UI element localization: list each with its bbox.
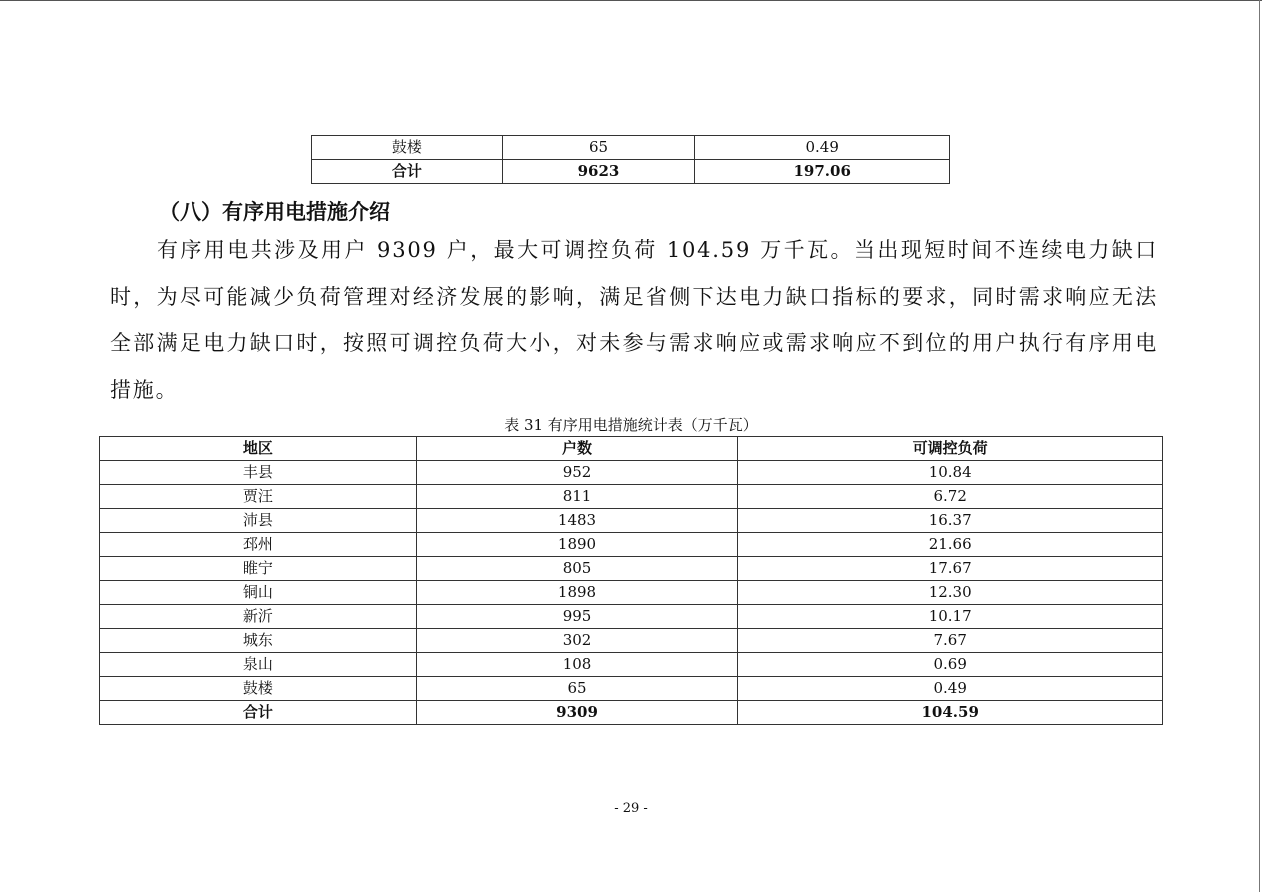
load-cell: 0.49 — [695, 136, 950, 160]
load-cell: 6.72 — [738, 485, 1163, 509]
region-cell: 鼓楼 — [100, 677, 417, 701]
table-row — [100, 605, 1163, 629]
region-cell: 邳州 — [100, 533, 417, 557]
load-cell: 7.67 — [738, 629, 1163, 653]
table-caption: 表 31 有序用电措施统计表（万千瓦） — [504, 416, 758, 434]
region-cell: 沛县 — [100, 509, 417, 533]
table-row — [100, 653, 1163, 677]
region-cell: 新沂 — [100, 605, 417, 629]
households-cell: 1898 — [416, 581, 738, 605]
column-header: 地区 — [100, 437, 417, 461]
table-row — [100, 581, 1163, 605]
region-cell: 泉山 — [100, 653, 417, 677]
households-cell: 995 — [416, 605, 738, 629]
region-cell: 鼓楼 — [312, 136, 503, 160]
table-row — [100, 461, 1163, 485]
households-cell: 1890 — [416, 533, 738, 557]
load-cell: 10.84 — [738, 461, 1163, 485]
total-row — [312, 160, 950, 184]
region-cell: 铜山 — [100, 581, 417, 605]
table-row — [100, 485, 1163, 509]
page-top-border — [0, 0, 1262, 1]
region-cell: 睢宁 — [100, 557, 417, 581]
table-row — [312, 136, 950, 160]
region-cell: 城东 — [100, 629, 417, 653]
section-heading: （八）有序用电措施介绍 — [159, 200, 390, 224]
load-cell: 0.69 — [738, 653, 1163, 677]
table-row — [100, 509, 1163, 533]
households-cell: 9623 — [502, 160, 695, 184]
region-cell: 丰县 — [100, 461, 417, 485]
table-row — [100, 677, 1163, 701]
households-cell: 108 — [416, 653, 738, 677]
page-number: - 29 - — [614, 801, 648, 816]
orderly-power-table — [99, 436, 1163, 725]
column-header: 户数 — [416, 437, 738, 461]
households-cell: 65 — [502, 136, 695, 160]
load-cell: 12.30 — [738, 581, 1163, 605]
body-paragraph: 有序用电共涉及用户 9309 户，最大可调控负荷 104.59 万千瓦。当出现短时间不连续电力缺口时，为尽可能减少负荷管理对经济发展的影响，满足省侧下达电力缺口指标的要求，同时需求响应无法全部满足电力缺口时，按照可调控负荷大小，对未参与需求响应或需求响应不到位的用户执行有序用电措施。 — [110, 238, 1158, 402]
header-row — [100, 437, 1163, 461]
households-cell: 9309 — [416, 701, 738, 725]
households-cell: 1483 — [416, 509, 738, 533]
table-row — [100, 533, 1163, 557]
region-cell: 合计 — [312, 160, 503, 184]
households-cell: 65 — [416, 677, 738, 701]
region-cell: 合计 — [100, 701, 417, 725]
load-cell: 21.66 — [738, 533, 1163, 557]
load-cell: 16.37 — [738, 509, 1163, 533]
table-row — [100, 557, 1163, 581]
households-cell: 302 — [416, 629, 738, 653]
load-cell: 104.59 — [738, 701, 1163, 725]
load-cell: 10.17 — [738, 605, 1163, 629]
region-cell: 贾汪 — [100, 485, 417, 509]
load-cell: 197.06 — [695, 160, 950, 184]
total-row — [100, 701, 1163, 725]
households-cell: 811 — [416, 485, 738, 509]
page-right-border — [1259, 0, 1260, 892]
continued-table — [311, 135, 950, 184]
load-cell: 17.67 — [738, 557, 1163, 581]
load-cell: 0.49 — [738, 677, 1163, 701]
column-header: 可调控负荷 — [738, 437, 1163, 461]
households-cell: 805 — [416, 557, 738, 581]
table-row — [100, 629, 1163, 653]
households-cell: 952 — [416, 461, 738, 485]
